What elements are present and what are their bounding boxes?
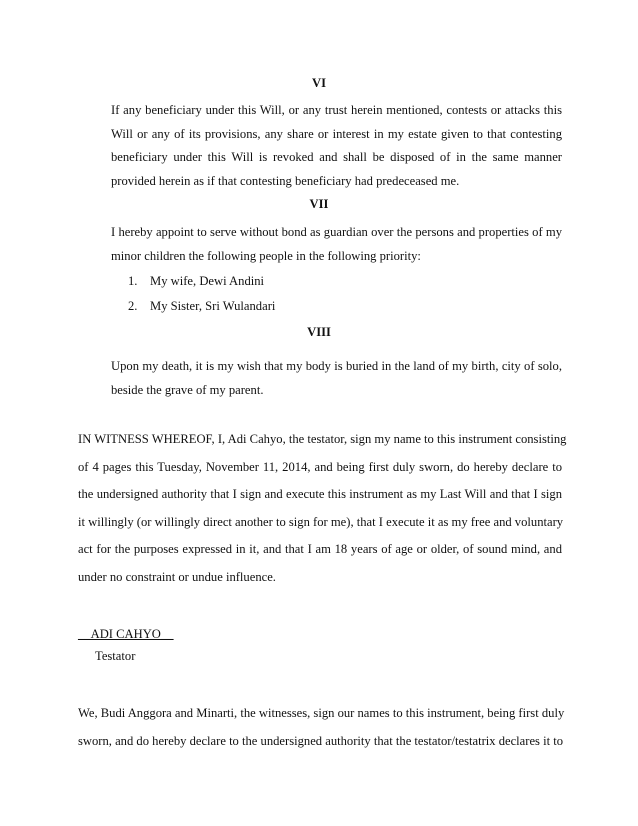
section-vii-paragraph	[111, 221, 562, 268]
witnesses-clause-paragraph	[78, 700, 565, 755]
section-heading-vii: VII	[309, 197, 329, 211]
witness-clause-line: the undersigned authority that I sign and execute this instrument as my Last Will and that I sign	[78, 487, 562, 501]
witness-clause-line: of 4 pages this Tuesday, November 11, 2014, and being first duly sworn, do hereby declare to	[78, 459, 562, 474]
witness-clause-line: it willingly (or willingly direct another to sign for me), that I execute it as my free and voluntary	[78, 514, 564, 529]
section-viii-line: Upon my death, it is my wish that my body is buried in the land of my birth, city of solo,	[111, 359, 562, 373]
section-vii-line: minor children the following people in the following priority:	[111, 248, 421, 263]
witness-clause-line: under no constraint or undue influence.	[78, 569, 276, 584]
witness-clause-paragraph	[78, 426, 567, 591]
guardian-list-item	[128, 298, 275, 314]
section-vii-line: I hereby appoint to serve without bond as guardian over the persons and properties of my	[111, 225, 562, 239]
witness-clause-line: act for the purposes expressed in it, and that I am 18 years of age or older, of sound mind, and	[78, 542, 562, 556]
guardian-list-item	[128, 273, 264, 289]
section-vi-line: Will or any of its provisions, any share or interest in my estate given to that contesting	[111, 126, 562, 141]
list-number: 1.	[128, 274, 138, 288]
section-viii-line: beside the grave of my parent.	[111, 382, 264, 397]
section-vi-line: beneficiary under this Will is revoked and shall be disposed of in the same manner	[111, 150, 562, 164]
witnesses-clause-line: sworn, and do hereby declare to the undersigned authority that the testator/testatrix declares it to	[78, 733, 564, 748]
section-vi-line: If any beneficiary under this Will, or any trust herein mentioned, contests or attacks this	[111, 103, 562, 117]
section-heading-vi: VI	[312, 76, 326, 90]
testator-role-label: Testator	[95, 649, 136, 663]
testator-signature-name: __ADI CAHYO__	[78, 627, 174, 641]
section-viii-paragraph	[111, 355, 562, 402]
section-vi-paragraph	[111, 99, 562, 193]
section-heading-viii: VIII	[307, 325, 331, 339]
witness-clause-line: IN WITNESS WHEREOF, I, Adi Cahyo, the testator, sign my name to this instrument consisting	[78, 432, 567, 446]
witnesses-clause-line: We, Budi Anggora and Minarti, the witnesses, sign our names to this instrument, being first duly	[78, 706, 565, 720]
list-number: 2.	[128, 299, 138, 313]
list-text: My wife, Dewi Andini	[150, 274, 265, 288]
section-vi-line: provided herein as if that contesting beneficiary had predeceased me.	[111, 173, 460, 188]
list-text: My Sister, Sri Wulandari	[150, 299, 276, 313]
